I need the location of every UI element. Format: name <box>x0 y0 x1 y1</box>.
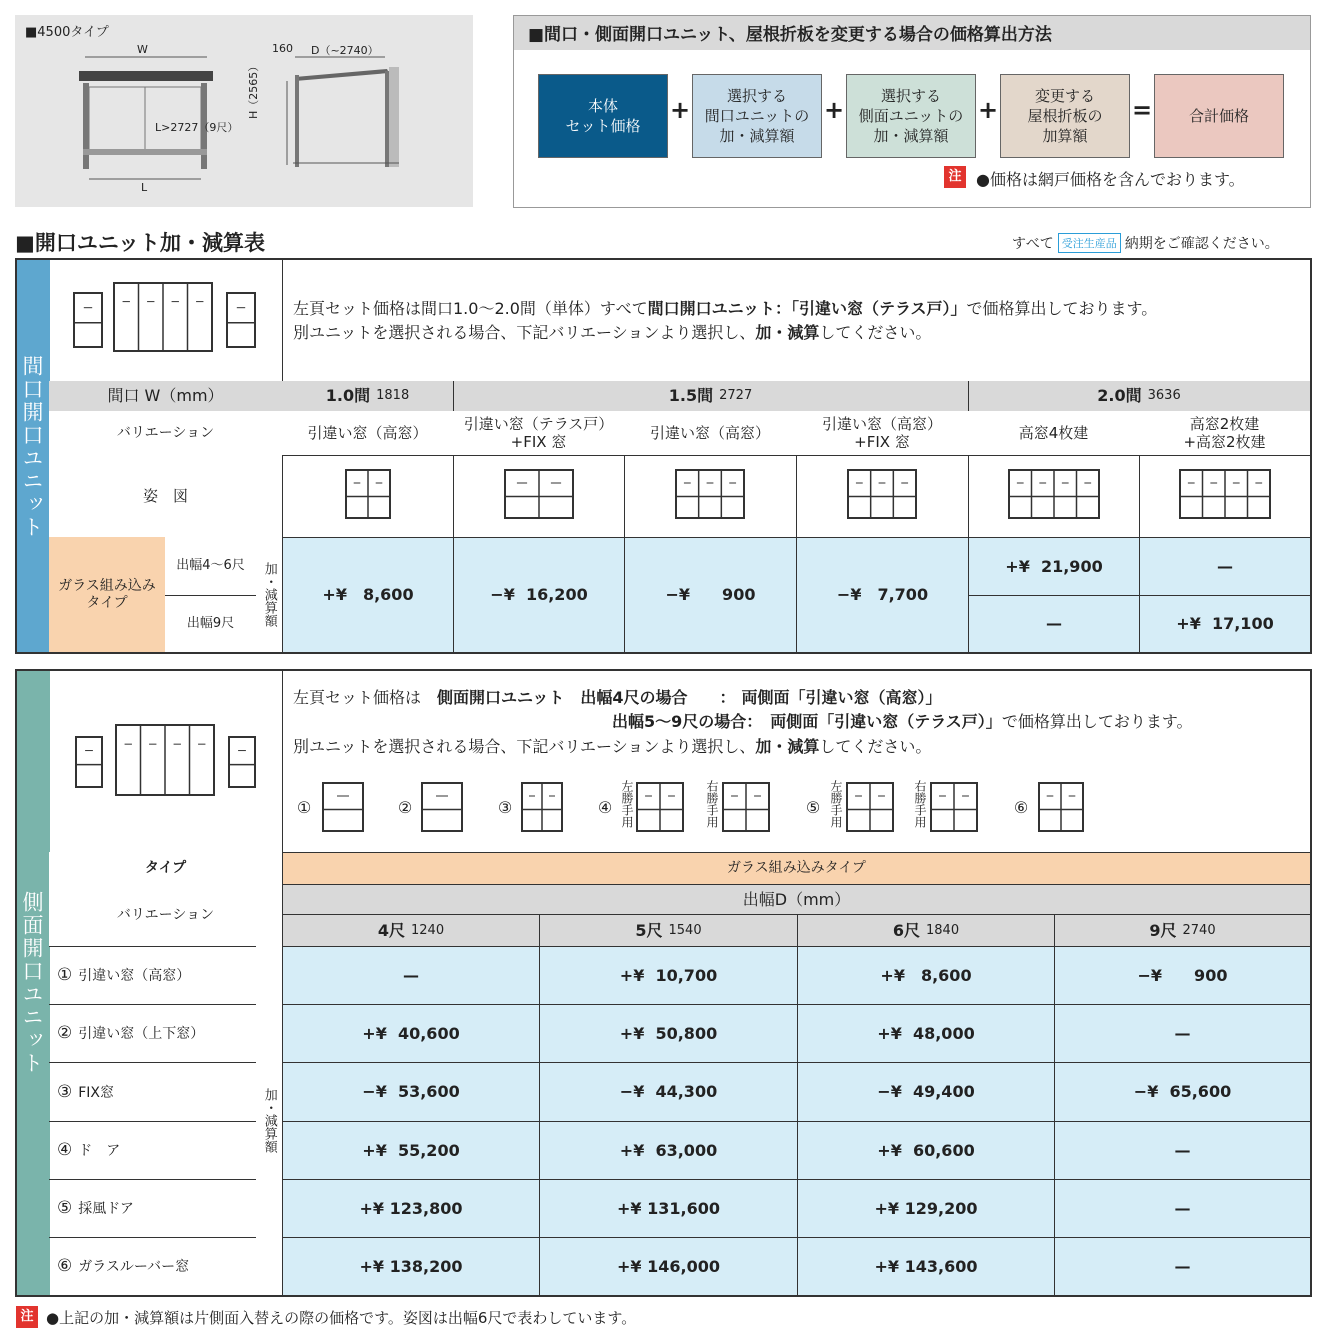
side-row-label-5 <box>57 1179 256 1237</box>
front-price-2: −¥ 16,200 <box>454 538 624 652</box>
front-price-20-b-top: — <box>1140 538 1310 595</box>
front-variation-label: バリエーション <box>49 411 282 455</box>
front-figure-6 <box>1179 469 1271 519</box>
grid-line <box>968 595 1310 596</box>
side-icon-5b <box>930 782 978 832</box>
front-span-name: 1.5間 <box>668 386 714 406</box>
side-desc-line1 <box>293 685 942 708</box>
side-row-no: ② <box>57 1023 73 1043</box>
grid-line <box>49 1179 256 1180</box>
side-icon-4 <box>636 782 684 832</box>
front-desc-1b: 間口開口ユニット：「引違い窓（テラス戸）」 <box>647 299 967 318</box>
formula-box-2: 選択する 間口ユニットの 加・減算額 <box>692 74 822 158</box>
formula-note-tag: 注 <box>944 166 966 188</box>
side-row-label-4 <box>57 1121 256 1179</box>
grid-line <box>49 1121 256 1122</box>
side-price-5-2: +¥ 131,600 <box>540 1180 797 1237</box>
front-price-20-a-bottom: — <box>969 596 1139 652</box>
side-price-5-3: +¥ 129,200 <box>798 1180 1054 1237</box>
footer-note: ●上記の加・減算額は片側面入替えの際の価格です。姿図は出幅6尺で表わしています。 <box>46 1309 637 1327</box>
front-span-1 <box>282 381 453 411</box>
product-diagram <box>15 15 473 207</box>
front-span-3 <box>968 381 1310 411</box>
hand-right-label-5: 右勝手用 <box>913 780 927 828</box>
front-desc-2b: 加・減算 <box>755 323 820 342</box>
side-row-no: ① <box>57 965 73 985</box>
grid-line <box>282 1121 1310 1122</box>
side-icon-num-2: ② <box>397 798 413 818</box>
made-to-order-pre: すべて <box>1012 236 1054 252</box>
side-row-name: 引違い窓（上下窓） <box>78 1026 205 1042</box>
side-row-no: ③ <box>57 1081 73 1102</box>
side-price-2-4: — <box>1055 1005 1310 1062</box>
formula-operator: + <box>669 96 691 124</box>
side-icon-3 <box>521 782 563 832</box>
side-depth-name: 4尺 <box>377 920 406 940</box>
side-row-name: 採風ドア <box>78 1201 134 1217</box>
side-desc-1c: 両側面「引違い窓（高窓）」 <box>741 688 942 707</box>
section-title: ■開口ユニット加・減算表 <box>15 231 266 255</box>
hand-left-label-4: 左勝手用 <box>620 780 634 828</box>
side-price-3-1: −¥ 53,600 <box>283 1063 539 1121</box>
front-adj-label: 加・減算額 <box>256 537 282 652</box>
front-span-mm: 1818 <box>376 388 410 404</box>
side-depth-3 <box>798 915 1054 946</box>
formula-box-1: 本体 セット価格 <box>538 74 668 158</box>
side-price-3-4: −¥ 65,600 <box>1055 1063 1310 1121</box>
side-row-no: ⑥ <box>57 1256 73 1276</box>
side-icon-5 <box>846 782 894 832</box>
front-figure-2 <box>504 469 574 519</box>
side-icon-num-1: ① <box>296 798 312 818</box>
front-desc-1a: 左頁セット価格は間口1.0〜2.0間（単体）すべて <box>293 299 648 318</box>
front-variation-1: 引違い窓（高窓） <box>282 411 453 455</box>
front-span-mm: 2727 <box>719 388 753 404</box>
diagram-l-note: L>2727（9尺） <box>155 121 239 134</box>
side-icon-1 <box>322 782 364 832</box>
side-row-no: ⑤ <box>57 1198 73 1218</box>
hand-right-label-4: 右勝手用 <box>705 780 719 828</box>
formula-row <box>538 74 1298 158</box>
side-row-name: 引違い窓（高窓） <box>78 968 191 984</box>
side-row-label-2 <box>57 1004 256 1062</box>
side-depth-name: 6尺 <box>892 920 921 940</box>
grid-line <box>282 1062 1310 1063</box>
front-span-name: 2.0間 <box>1097 386 1142 406</box>
front-illus-side-left <box>73 292 103 348</box>
side-icon-num-6: ⑥ <box>1013 798 1029 818</box>
side-price-6-3: +¥ 143,600 <box>798 1238 1054 1295</box>
formula-box-3: 選択する 側面ユニットの 加・減算額 <box>846 74 976 158</box>
front-variation-5: 高窓4枚建 <box>968 411 1139 455</box>
side-price-1-4: −¥ 900 <box>1055 947 1310 1004</box>
front-illus-main <box>113 282 213 352</box>
front-depth-b: 出幅9尺 <box>165 595 256 652</box>
side-price-4-2: +¥ 63,000 <box>540 1122 797 1179</box>
made-to-order-post: 納期をご確認ください。 <box>1124 236 1279 252</box>
front-w-label: 間口 W（mm） <box>49 381 282 411</box>
diagram-type-label: ■4500タイプ <box>25 25 109 40</box>
side-desc-line2 <box>612 709 1193 732</box>
front-figure-4 <box>847 469 917 519</box>
side-row-no: ④ <box>57 1140 73 1160</box>
formula-box <box>513 15 1311 208</box>
side-price-3-3: −¥ 49,400 <box>798 1063 1054 1121</box>
formula-box-4: 変更する 屋根折板の 加算額 <box>1000 74 1130 158</box>
diagram-h-label: H（2565） <box>247 60 260 119</box>
front-variation-3: 引違い窓（高窓） <box>624 411 796 455</box>
front-variation-2: 引違い窓（テラス戸） +FIX 窓 <box>453 411 624 455</box>
front-span-mm: 3636 <box>1147 388 1181 404</box>
grid-line <box>49 1237 256 1238</box>
front-span-2 <box>453 381 968 411</box>
side-depth-name: 9尺 <box>1149 920 1177 940</box>
front-variation-6: 高窓2枚建 +高窓2枚建 <box>1139 411 1310 455</box>
side-price-2-1: +¥ 40,600 <box>283 1005 539 1062</box>
diagram-l-label: L <box>141 181 148 194</box>
side-icon-6 <box>1038 782 1084 832</box>
grid-line <box>165 595 256 596</box>
grid-line <box>49 1004 256 1005</box>
made-to-order-tag: 受注生産品 <box>1058 233 1121 253</box>
side-depth-mm: 1240 <box>411 922 445 938</box>
side-icon-4b <box>722 782 770 832</box>
side-icon-num-5: ⑤ <box>805 798 821 818</box>
front-desc-line1 <box>293 296 1157 319</box>
grid-line <box>282 1179 1310 1180</box>
side-depth-mm: 2740 <box>1182 922 1216 938</box>
footer-note-tag: 注 <box>16 1306 38 1328</box>
side-price-5-1: +¥ 123,800 <box>283 1180 539 1237</box>
side-depth-mm: 1840 <box>926 922 960 938</box>
front-price-4: −¥ 7,700 <box>797 538 968 652</box>
side-depth-label: 出幅D（mm） <box>283 885 1310 914</box>
side-price-5-4: — <box>1055 1180 1310 1237</box>
front-side-label: 間口開口ユニット <box>20 355 44 539</box>
side-depth-mm: 1540 <box>668 922 702 938</box>
side-row-name: FIX窓 <box>78 1084 115 1101</box>
side-price-4-3: +¥ 60,600 <box>798 1122 1054 1179</box>
side-row-label-6 <box>57 1237 256 1295</box>
side-row-label-1 <box>57 946 256 1004</box>
front-price-1: +¥ 8,600 <box>283 538 453 652</box>
formula-operator: = <box>1131 96 1153 124</box>
formula-operator: + <box>977 96 999 124</box>
front-price-20-a-top: +¥ 21,900 <box>969 538 1139 595</box>
side-adj-label: 加・減算額 <box>256 946 282 1295</box>
side-type-label: タイプ <box>49 852 282 884</box>
front-figure-1 <box>345 469 391 519</box>
side-price-6-2: +¥ 146,000 <box>540 1238 797 1295</box>
side-illus-left <box>75 736 103 788</box>
side-depth-name: 5尺 <box>635 920 663 940</box>
side-desc-3b: 加・減算 <box>755 737 820 756</box>
front-figure-5 <box>1008 469 1100 519</box>
front-desc-1c: で価格算出しております。 <box>966 299 1158 318</box>
side-price-2-2: +¥ 50,800 <box>540 1005 797 1062</box>
front-figure-label: 姿 図 <box>49 455 282 537</box>
side-price-1-2: +¥ 10,700 <box>540 947 797 1004</box>
side-icon-num-4: ④ <box>597 798 613 818</box>
front-span-name: 1.0間 <box>325 386 371 406</box>
side-side-label: 側面開口ユニット <box>20 891 44 1075</box>
front-price-3: −¥ 900 <box>625 538 796 652</box>
side-price-3-2: −¥ 44,300 <box>540 1063 797 1121</box>
side-desc-3c: してください。 <box>819 737 932 756</box>
front-depth-a: 出幅4〜6尺 <box>165 537 256 595</box>
side-icon-num-3: ③ <box>497 798 513 818</box>
formula-title: ■間口・側面開口ユニット、屋根折板を変更する場合の価格算出方法 <box>514 16 1310 50</box>
side-desc-2b: 出幅5〜9尺の場合： <box>612 712 763 731</box>
side-price-4-1: +¥ 55,200 <box>283 1122 539 1179</box>
front-desc-2c: してください。 <box>819 323 932 342</box>
front-price-20-b-bottom: +¥ 17,100 <box>1140 596 1310 652</box>
side-desc-line3 <box>293 734 931 757</box>
diagram-w-label: W <box>137 43 148 56</box>
side-price-6-4: — <box>1055 1238 1310 1295</box>
side-price-1-1: — <box>283 947 539 1004</box>
grid-line <box>49 1062 256 1063</box>
front-variation-4: 引違い窓（高窓） +FIX 窓 <box>796 411 968 455</box>
side-row-name: ガラスルーバー窓 <box>78 1259 190 1275</box>
front-figure-3 <box>675 469 745 519</box>
front-illus-side-right <box>226 292 256 348</box>
carport-diagram <box>15 15 473 207</box>
side-desc-3a: 別ユニットを選択される場合、下記バリエーションより選択し、 <box>293 737 756 756</box>
diagram-d-left-label: 160 <box>272 42 293 55</box>
side-desc-2c: 両側面「引違い窓（テラス戸）」 <box>770 712 1002 731</box>
grid-line <box>282 1004 1310 1005</box>
side-type-value: ガラス組み込みタイプ <box>283 853 1310 884</box>
side-price-2-3: +¥ 48,000 <box>798 1005 1054 1062</box>
formula-note: ●価格は網戸価格を含んでおります。 <box>976 170 1245 189</box>
side-price-1-3: +¥ 8,600 <box>798 947 1054 1004</box>
grid-line <box>282 1237 1310 1238</box>
side-depth-4 <box>1055 915 1310 946</box>
hand-left-label-5: 左勝手用 <box>829 780 843 828</box>
made-to-order-note <box>1012 233 1279 253</box>
front-desc-2a: 別ユニットを選択される場合、下記バリエーションより選択し、 <box>293 323 756 342</box>
side-depth-1 <box>283 915 539 946</box>
side-desc-1a: 左頁セット価格は <box>293 688 422 707</box>
side-illus-main <box>115 724 215 796</box>
front-glass-type: ガラス組み込み タイプ <box>49 537 165 652</box>
side-price-6-1: +¥ 138,200 <box>283 1238 539 1295</box>
side-price-4-4: — <box>1055 1122 1310 1179</box>
side-desc-2d: で価格算出しております。 <box>1001 712 1193 731</box>
formula-box-5: 合計価格 <box>1154 74 1284 158</box>
side-depth-2 <box>540 915 797 946</box>
side-illus-right <box>228 736 256 788</box>
side-variation-label: バリエーション <box>49 884 282 946</box>
side-row-name: ド ア <box>78 1143 121 1159</box>
side-desc-1b: 側面開口ユニット 出幅4尺の場合 ： <box>437 688 736 707</box>
diagram-d-label: D（~2740） <box>311 44 379 57</box>
side-row-label-3 <box>57 1062 256 1121</box>
front-desc-line2 <box>293 320 931 343</box>
side-icon-2 <box>421 782 463 832</box>
formula-operator: + <box>823 96 845 124</box>
